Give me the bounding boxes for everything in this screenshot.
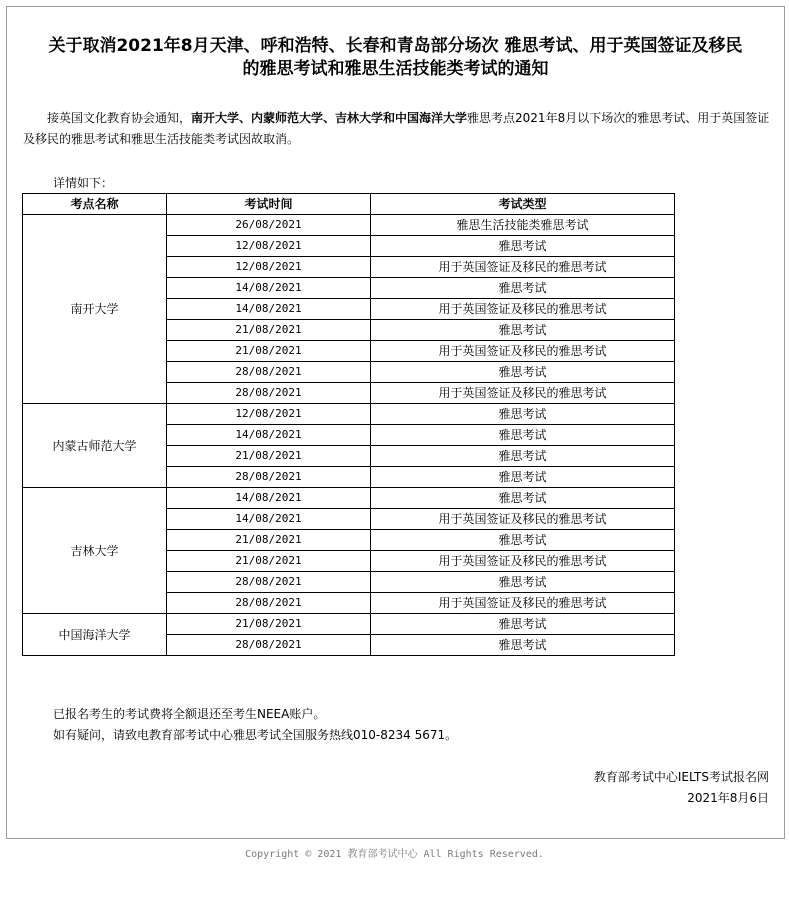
type-cell: 用于英国签证及移民的雅思考试	[371, 509, 675, 530]
type-cell: 雅思考试	[371, 614, 675, 635]
date-cell: 14/08/2021	[167, 299, 371, 320]
header-type: 考试类型	[371, 194, 675, 215]
date-cell: 14/08/2021	[167, 278, 371, 299]
type-cell: 用于英国签证及移民的雅思考试	[371, 341, 675, 362]
table-row	[23, 404, 675, 425]
type-cell: 雅思考试	[371, 278, 675, 299]
title-line-1: 关于取消2021年8月天津、呼和浩特、长春和青岛部分场次 雅思考试、用于英国签证及移民	[48, 36, 743, 56]
notice-panel	[6, 6, 785, 839]
date-cell: 14/08/2021	[167, 509, 371, 530]
intro-suffix: 雅思考点2021年8月以下场次的雅思考试、用于英国签证及移民的雅思考试和雅思生活技能类考试因故取消。	[23, 111, 770, 146]
type-cell: 雅思考试	[371, 530, 675, 551]
date-cell: 12/08/2021	[167, 404, 371, 425]
date-cell: 14/08/2021	[167, 425, 371, 446]
intro-prefix: 接英国文化教育协会通知，	[47, 111, 192, 125]
type-cell: 用于英国签证及移民的雅思考试	[371, 593, 675, 614]
copyright: Copyright © 2021 教育部考试中心 All Rights Reserved.	[245, 849, 544, 860]
date-cell: 26/08/2021	[167, 215, 371, 236]
venue-cell: 吉林大学	[23, 488, 167, 614]
signature	[594, 767, 769, 809]
header-date: 考试时间	[167, 194, 371, 215]
venue-cell: 中国海洋大学	[23, 614, 167, 656]
date-cell: 12/08/2021	[167, 236, 371, 257]
refund-note: 已报名考生的考试费将全额退还至考生NEEA账户。	[53, 707, 326, 721]
type-cell: 用于英国签证及移民的雅思考试	[371, 299, 675, 320]
footer-notes	[53, 704, 457, 746]
type-cell: 雅思考试	[371, 572, 675, 593]
type-cell: 用于英国签证及移民的雅思考试	[371, 551, 675, 572]
type-cell: 雅思考试	[371, 467, 675, 488]
title-line-2: 的雅思考试和雅思生活技能类考试的通知	[242, 59, 549, 79]
date-cell: 21/08/2021	[167, 446, 371, 467]
signature-org: 教育部考试中心IELTS考试报名网	[593, 770, 769, 784]
date-cell: 28/08/2021	[167, 572, 371, 593]
signature-date: 2021年8月6日	[687, 791, 769, 805]
type-cell: 雅思考试	[371, 404, 675, 425]
type-cell: 雅思考试	[371, 425, 675, 446]
type-cell: 雅思考试	[371, 446, 675, 467]
date-cell: 12/08/2021	[167, 257, 371, 278]
table-row	[23, 488, 675, 509]
table-body	[23, 215, 675, 656]
intro-venues: 南开大学、内蒙师范大学、吉林大学和中国海洋大学	[191, 111, 468, 125]
date-cell: 28/08/2021	[167, 467, 371, 488]
cancellation-table	[22, 193, 675, 656]
date-cell: 28/08/2021	[167, 593, 371, 614]
date-cell: 21/08/2021	[167, 320, 371, 341]
details-label: 详情如下：	[53, 176, 114, 190]
date-cell: 21/08/2021	[167, 614, 371, 635]
table-header-row	[23, 194, 675, 215]
venue-cell: 南开大学	[23, 215, 167, 404]
table-row	[23, 614, 675, 635]
contact-note: 如有疑问，请致电教育部考试中心雅思考试全国服务热线010-8234 5671。	[53, 728, 458, 742]
type-cell: 雅思考试	[371, 236, 675, 257]
header-venue: 考点名称	[23, 194, 167, 215]
type-cell: 用于英国签证及移民的雅思考试	[371, 257, 675, 278]
type-cell: 雅思考试	[371, 488, 675, 509]
type-cell: 雅思考试	[371, 635, 675, 656]
table-row	[23, 215, 675, 236]
date-cell: 21/08/2021	[167, 551, 371, 572]
date-cell: 14/08/2021	[167, 488, 371, 509]
date-cell: 28/08/2021	[167, 635, 371, 656]
date-cell: 21/08/2021	[167, 341, 371, 362]
intro-paragraph	[23, 108, 773, 150]
venue-cell: 内蒙古师范大学	[23, 404, 167, 488]
type-cell: 雅思考试	[371, 320, 675, 341]
notice-title	[17, 35, 774, 81]
type-cell: 雅思生活技能类雅思考试	[371, 215, 675, 236]
type-cell: 雅思考试	[371, 362, 675, 383]
type-cell: 用于英国签证及移民的雅思考试	[371, 383, 675, 404]
date-cell: 21/08/2021	[167, 530, 371, 551]
date-cell: 28/08/2021	[167, 362, 371, 383]
date-cell: 28/08/2021	[167, 383, 371, 404]
